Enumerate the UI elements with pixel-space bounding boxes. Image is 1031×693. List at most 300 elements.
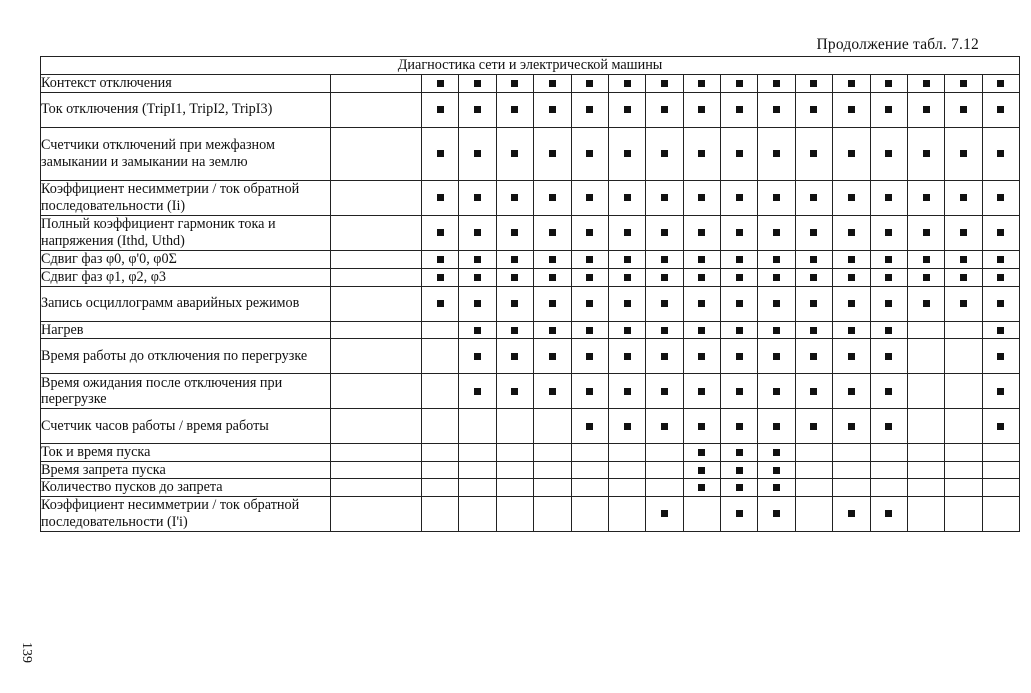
support-cell bbox=[721, 339, 758, 374]
filled-square-icon bbox=[474, 300, 481, 307]
filled-square-icon bbox=[624, 194, 631, 201]
filled-square-icon bbox=[773, 229, 780, 236]
filled-square-icon bbox=[810, 256, 817, 263]
support-cell bbox=[945, 127, 982, 180]
parameter-label: Сдвиг фаз φ0, φ'0, φ0Σ bbox=[41, 250, 331, 268]
support-cell bbox=[833, 496, 870, 531]
filled-square-icon bbox=[437, 194, 444, 201]
filled-square-icon bbox=[960, 256, 967, 263]
support-cell bbox=[496, 321, 533, 339]
support-cell bbox=[571, 461, 608, 479]
support-cell bbox=[870, 286, 907, 321]
support-cell bbox=[833, 374, 870, 409]
support-cell bbox=[795, 321, 832, 339]
filled-square-icon bbox=[474, 327, 481, 334]
filled-square-icon bbox=[661, 194, 668, 201]
filled-square-icon bbox=[661, 510, 668, 517]
parameter-label: Ток отключения (TripI1, TripI2, TripI3) bbox=[41, 92, 331, 127]
support-cell bbox=[870, 127, 907, 180]
table-row bbox=[41, 479, 1020, 497]
support-cell bbox=[833, 339, 870, 374]
filled-square-icon bbox=[661, 274, 668, 281]
support-cell bbox=[683, 444, 720, 462]
filled-square-icon bbox=[960, 150, 967, 157]
filled-square-icon bbox=[885, 510, 892, 517]
support-cell bbox=[496, 374, 533, 409]
support-cell bbox=[683, 180, 720, 215]
filled-square-icon bbox=[736, 449, 743, 456]
filled-square-icon bbox=[661, 300, 668, 307]
support-cell bbox=[758, 321, 795, 339]
support-cell bbox=[646, 444, 683, 462]
filled-square-icon bbox=[474, 150, 481, 157]
support-cell bbox=[646, 461, 683, 479]
filled-square-icon bbox=[810, 229, 817, 236]
filled-square-icon bbox=[736, 274, 743, 281]
filled-square-icon bbox=[661, 150, 668, 157]
support-cell bbox=[534, 92, 571, 127]
support-cell bbox=[795, 250, 832, 268]
support-cell bbox=[459, 215, 496, 250]
table-continuation-caption: Продолжение табл. 7.12 bbox=[816, 36, 979, 53]
support-cell bbox=[646, 127, 683, 180]
support-cell bbox=[496, 180, 533, 215]
filled-square-icon bbox=[885, 106, 892, 113]
filled-square-icon bbox=[736, 484, 743, 491]
filled-square-icon bbox=[624, 423, 631, 430]
support-cell bbox=[683, 374, 720, 409]
support-cell bbox=[422, 286, 459, 321]
support-cell bbox=[683, 461, 720, 479]
filled-square-icon bbox=[661, 229, 668, 236]
support-cell bbox=[422, 215, 459, 250]
filled-square-icon bbox=[624, 229, 631, 236]
filled-square-icon bbox=[698, 80, 705, 87]
support-cell bbox=[646, 321, 683, 339]
support-cell bbox=[608, 268, 645, 286]
support-cell bbox=[683, 92, 720, 127]
filled-square-icon bbox=[885, 423, 892, 430]
filled-square-icon bbox=[997, 274, 1004, 281]
support-cell bbox=[795, 286, 832, 321]
support-cell bbox=[758, 496, 795, 531]
support-cell bbox=[758, 479, 795, 497]
support-cell bbox=[721, 374, 758, 409]
filled-square-icon bbox=[885, 327, 892, 334]
filled-square-icon bbox=[848, 80, 855, 87]
filled-square-icon bbox=[736, 229, 743, 236]
filled-square-icon bbox=[810, 423, 817, 430]
filled-square-icon bbox=[773, 80, 780, 87]
support-cell bbox=[422, 250, 459, 268]
filled-square-icon bbox=[698, 229, 705, 236]
blank-cell bbox=[331, 215, 422, 250]
filled-square-icon bbox=[848, 510, 855, 517]
filled-square-icon bbox=[997, 300, 1004, 307]
support-cell bbox=[758, 268, 795, 286]
support-cell bbox=[870, 92, 907, 127]
filled-square-icon bbox=[698, 484, 705, 491]
support-cell bbox=[795, 75, 832, 93]
filled-square-icon bbox=[511, 229, 518, 236]
filled-square-icon bbox=[810, 388, 817, 395]
support-cell bbox=[721, 75, 758, 93]
filled-square-icon bbox=[773, 274, 780, 281]
filled-square-icon bbox=[437, 106, 444, 113]
filled-square-icon bbox=[810, 150, 817, 157]
filled-square-icon bbox=[698, 274, 705, 281]
support-cell bbox=[982, 75, 1019, 93]
filled-square-icon bbox=[661, 353, 668, 360]
filled-square-icon bbox=[848, 229, 855, 236]
filled-square-icon bbox=[549, 229, 556, 236]
table-row bbox=[41, 268, 1020, 286]
filled-square-icon bbox=[624, 388, 631, 395]
support-cell bbox=[534, 496, 571, 531]
filled-square-icon bbox=[997, 353, 1004, 360]
parameter-label: Запись осциллограмм аварийных режимов bbox=[41, 286, 331, 321]
filled-square-icon bbox=[923, 300, 930, 307]
support-cell bbox=[870, 339, 907, 374]
support-cell bbox=[571, 286, 608, 321]
filled-square-icon bbox=[923, 106, 930, 113]
support-cell bbox=[907, 339, 944, 374]
parameter-label: Количество пусков до запрета bbox=[41, 479, 331, 497]
table-title-row bbox=[41, 57, 1020, 75]
support-cell bbox=[795, 479, 832, 497]
support-cell bbox=[683, 268, 720, 286]
filled-square-icon bbox=[549, 80, 556, 87]
support-cell bbox=[907, 321, 944, 339]
parameter-label: Счетчик часов работы / время работы bbox=[41, 409, 331, 444]
filled-square-icon bbox=[474, 388, 481, 395]
support-cell bbox=[833, 215, 870, 250]
blank-cell bbox=[331, 444, 422, 462]
support-cell bbox=[721, 496, 758, 531]
support-cell bbox=[907, 268, 944, 286]
filled-square-icon bbox=[960, 300, 967, 307]
support-cell bbox=[870, 496, 907, 531]
support-cell bbox=[422, 180, 459, 215]
filled-square-icon bbox=[997, 150, 1004, 157]
support-cell bbox=[571, 75, 608, 93]
support-cell bbox=[459, 409, 496, 444]
support-cell bbox=[758, 374, 795, 409]
support-cell bbox=[945, 479, 982, 497]
filled-square-icon bbox=[511, 194, 518, 201]
blank-cell bbox=[331, 339, 422, 374]
support-cell bbox=[496, 286, 533, 321]
filled-square-icon bbox=[661, 423, 668, 430]
support-cell bbox=[982, 215, 1019, 250]
parameter-label: Контекст отключения bbox=[41, 75, 331, 93]
filled-square-icon bbox=[586, 388, 593, 395]
support-cell bbox=[459, 180, 496, 215]
support-cell bbox=[646, 250, 683, 268]
support-cell bbox=[608, 479, 645, 497]
support-cell bbox=[459, 444, 496, 462]
filled-square-icon bbox=[586, 80, 593, 87]
filled-square-icon bbox=[437, 300, 444, 307]
parameter-label: Счетчики отключений при межфазном замыкании и замыкании на землю bbox=[41, 127, 331, 180]
filled-square-icon bbox=[885, 150, 892, 157]
filled-square-icon bbox=[885, 80, 892, 87]
support-cell bbox=[534, 250, 571, 268]
filled-square-icon bbox=[549, 274, 556, 281]
filled-square-icon bbox=[773, 423, 780, 430]
support-cell bbox=[534, 461, 571, 479]
filled-square-icon bbox=[474, 80, 481, 87]
support-cell bbox=[833, 180, 870, 215]
support-cell bbox=[534, 479, 571, 497]
support-cell bbox=[608, 215, 645, 250]
support-cell bbox=[945, 321, 982, 339]
support-cell bbox=[945, 374, 982, 409]
support-cell bbox=[758, 75, 795, 93]
support-cell bbox=[945, 250, 982, 268]
table-row bbox=[41, 409, 1020, 444]
support-cell bbox=[833, 461, 870, 479]
diagnostics-table bbox=[40, 56, 1020, 532]
support-cell bbox=[721, 286, 758, 321]
filled-square-icon bbox=[997, 423, 1004, 430]
filled-square-icon bbox=[661, 80, 668, 87]
support-cell bbox=[945, 409, 982, 444]
filled-square-icon bbox=[736, 327, 743, 334]
filled-square-icon bbox=[848, 388, 855, 395]
support-cell bbox=[608, 75, 645, 93]
filled-square-icon bbox=[885, 388, 892, 395]
filled-square-icon bbox=[586, 150, 593, 157]
filled-square-icon bbox=[810, 327, 817, 334]
support-cell bbox=[721, 180, 758, 215]
support-cell bbox=[683, 321, 720, 339]
support-cell bbox=[608, 409, 645, 444]
parameter-label: Коэффициент несимметрии / ток обратной последовательности (Ii) bbox=[41, 180, 331, 215]
parameter-label: Время ожидания после отключения при перегрузке bbox=[41, 374, 331, 409]
blank-cell bbox=[331, 180, 422, 215]
support-cell bbox=[646, 409, 683, 444]
support-cell bbox=[982, 444, 1019, 462]
filled-square-icon bbox=[773, 327, 780, 334]
support-cell bbox=[571, 479, 608, 497]
filled-square-icon bbox=[661, 106, 668, 113]
support-cell bbox=[758, 215, 795, 250]
filled-square-icon bbox=[960, 274, 967, 281]
support-cell bbox=[534, 339, 571, 374]
filled-square-icon bbox=[474, 229, 481, 236]
support-cell bbox=[683, 75, 720, 93]
support-cell bbox=[683, 479, 720, 497]
support-cell bbox=[646, 286, 683, 321]
support-cell bbox=[422, 479, 459, 497]
support-cell bbox=[870, 268, 907, 286]
table-title: Диагностика сети и электрической машины bbox=[41, 57, 1020, 75]
support-cell bbox=[758, 461, 795, 479]
support-cell bbox=[534, 374, 571, 409]
support-cell bbox=[459, 92, 496, 127]
filled-square-icon bbox=[923, 80, 930, 87]
support-cell bbox=[795, 444, 832, 462]
support-cell bbox=[608, 374, 645, 409]
parameter-label: Сдвиг фаз φ1, φ2, φ3 bbox=[41, 268, 331, 286]
filled-square-icon bbox=[698, 353, 705, 360]
filled-square-icon bbox=[511, 80, 518, 87]
filled-square-icon bbox=[474, 353, 481, 360]
support-cell bbox=[683, 339, 720, 374]
support-cell bbox=[870, 461, 907, 479]
filled-square-icon bbox=[736, 106, 743, 113]
support-cell bbox=[422, 92, 459, 127]
filled-square-icon bbox=[698, 449, 705, 456]
support-cell bbox=[870, 321, 907, 339]
support-cell bbox=[534, 444, 571, 462]
filled-square-icon bbox=[736, 80, 743, 87]
filled-square-icon bbox=[736, 353, 743, 360]
filled-square-icon bbox=[549, 256, 556, 263]
blank-cell bbox=[331, 127, 422, 180]
filled-square-icon bbox=[474, 106, 481, 113]
support-cell bbox=[870, 444, 907, 462]
filled-square-icon bbox=[960, 194, 967, 201]
filled-square-icon bbox=[586, 106, 593, 113]
filled-square-icon bbox=[923, 274, 930, 281]
filled-square-icon bbox=[736, 423, 743, 430]
support-cell bbox=[496, 461, 533, 479]
support-cell bbox=[833, 127, 870, 180]
support-cell bbox=[870, 409, 907, 444]
support-cell bbox=[496, 250, 533, 268]
table-row bbox=[41, 75, 1020, 93]
filled-square-icon bbox=[511, 106, 518, 113]
support-cell bbox=[833, 444, 870, 462]
filled-square-icon bbox=[848, 106, 855, 113]
support-cell bbox=[496, 479, 533, 497]
filled-square-icon bbox=[810, 300, 817, 307]
support-cell bbox=[496, 268, 533, 286]
support-cell bbox=[534, 127, 571, 180]
support-cell bbox=[571, 444, 608, 462]
support-cell bbox=[907, 496, 944, 531]
filled-square-icon bbox=[848, 256, 855, 263]
blank-cell bbox=[331, 268, 422, 286]
blank-cell bbox=[331, 75, 422, 93]
support-cell bbox=[982, 339, 1019, 374]
support-cell bbox=[608, 496, 645, 531]
support-cell bbox=[683, 409, 720, 444]
support-cell bbox=[795, 339, 832, 374]
filled-square-icon bbox=[736, 510, 743, 517]
support-cell bbox=[534, 286, 571, 321]
support-cell bbox=[422, 268, 459, 286]
support-cell bbox=[422, 444, 459, 462]
blank-cell bbox=[331, 374, 422, 409]
support-cell bbox=[646, 479, 683, 497]
filled-square-icon bbox=[960, 106, 967, 113]
filled-square-icon bbox=[885, 229, 892, 236]
support-cell bbox=[721, 444, 758, 462]
support-cell bbox=[646, 374, 683, 409]
support-cell bbox=[608, 180, 645, 215]
filled-square-icon bbox=[511, 353, 518, 360]
support-cell bbox=[907, 250, 944, 268]
support-cell bbox=[982, 286, 1019, 321]
filled-square-icon bbox=[885, 353, 892, 360]
support-cell bbox=[422, 409, 459, 444]
filled-square-icon bbox=[624, 106, 631, 113]
filled-square-icon bbox=[923, 194, 930, 201]
support-cell bbox=[571, 127, 608, 180]
filled-square-icon bbox=[773, 449, 780, 456]
support-cell bbox=[907, 127, 944, 180]
filled-square-icon bbox=[511, 150, 518, 157]
support-cell bbox=[496, 339, 533, 374]
support-cell bbox=[608, 444, 645, 462]
filled-square-icon bbox=[810, 274, 817, 281]
filled-square-icon bbox=[624, 300, 631, 307]
support-cell bbox=[608, 127, 645, 180]
support-cell bbox=[496, 215, 533, 250]
table-row bbox=[41, 286, 1020, 321]
support-cell bbox=[721, 127, 758, 180]
filled-square-icon bbox=[586, 194, 593, 201]
support-cell bbox=[646, 215, 683, 250]
support-cell bbox=[646, 268, 683, 286]
support-cell bbox=[795, 374, 832, 409]
support-cell bbox=[870, 479, 907, 497]
support-cell bbox=[982, 409, 1019, 444]
support-cell bbox=[982, 496, 1019, 531]
support-cell bbox=[982, 92, 1019, 127]
support-cell bbox=[907, 180, 944, 215]
filled-square-icon bbox=[624, 353, 631, 360]
filled-square-icon bbox=[549, 300, 556, 307]
table-row bbox=[41, 92, 1020, 127]
support-cell bbox=[833, 321, 870, 339]
filled-square-icon bbox=[848, 274, 855, 281]
support-cell bbox=[422, 339, 459, 374]
support-cell bbox=[758, 92, 795, 127]
support-cell bbox=[459, 286, 496, 321]
support-cell bbox=[982, 180, 1019, 215]
support-cell bbox=[833, 75, 870, 93]
support-cell bbox=[833, 92, 870, 127]
support-cell bbox=[721, 321, 758, 339]
filled-square-icon bbox=[810, 194, 817, 201]
support-cell bbox=[982, 250, 1019, 268]
support-cell bbox=[907, 215, 944, 250]
filled-square-icon bbox=[848, 194, 855, 201]
filled-square-icon bbox=[624, 150, 631, 157]
support-cell bbox=[833, 409, 870, 444]
support-cell bbox=[795, 268, 832, 286]
filled-square-icon bbox=[437, 150, 444, 157]
filled-square-icon bbox=[586, 274, 593, 281]
support-cell bbox=[683, 496, 720, 531]
support-cell bbox=[422, 461, 459, 479]
filled-square-icon bbox=[511, 327, 518, 334]
table-row bbox=[41, 374, 1020, 409]
table-row bbox=[41, 321, 1020, 339]
support-cell bbox=[459, 75, 496, 93]
support-cell bbox=[646, 339, 683, 374]
support-cell bbox=[795, 127, 832, 180]
support-cell bbox=[496, 444, 533, 462]
filled-square-icon bbox=[586, 300, 593, 307]
filled-square-icon bbox=[997, 80, 1004, 87]
table-row bbox=[41, 496, 1020, 531]
support-cell bbox=[571, 321, 608, 339]
